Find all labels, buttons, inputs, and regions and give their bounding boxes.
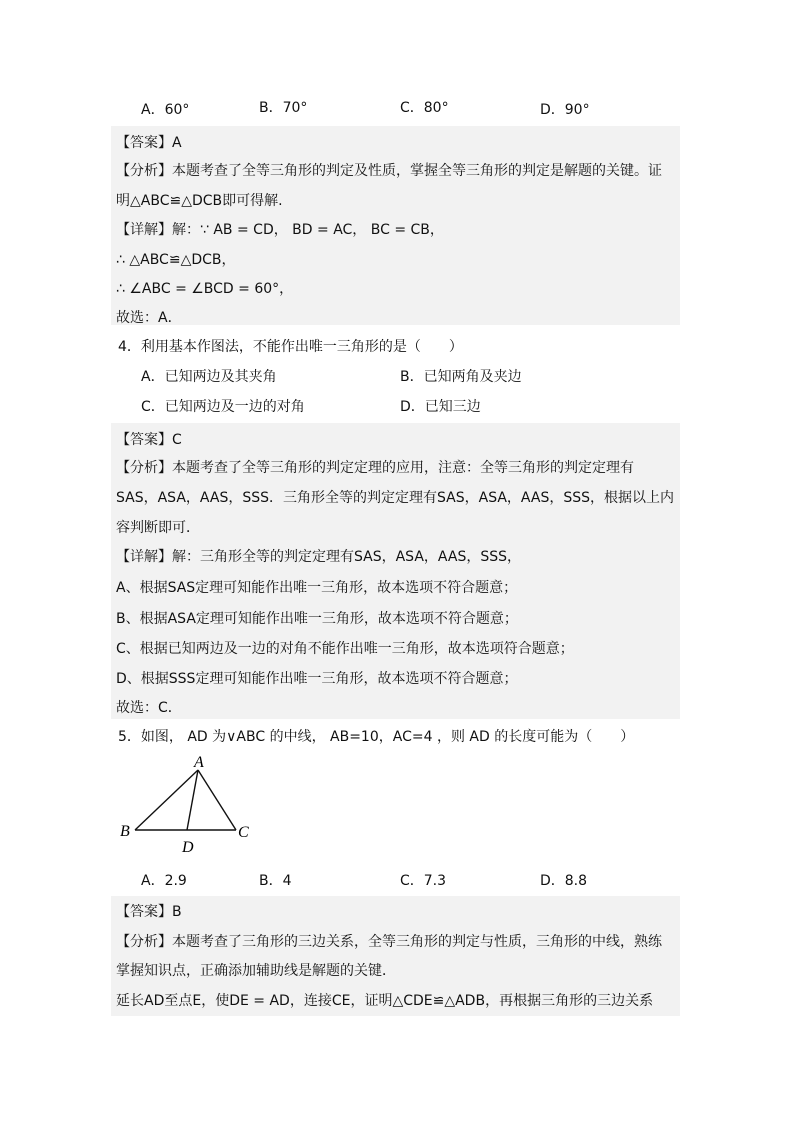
label-b: B [120, 823, 130, 840]
q4-choose: 故选：C． [116, 700, 182, 716]
q5-option-b: B．4 [259, 873, 292, 889]
q5-option-a: A．2.9 [141, 873, 187, 889]
q4-answer: 【答案】C [116, 432, 182, 448]
q3-option-a: A．60° [141, 102, 190, 118]
q4-line-b: B、根据ASA定理可知能作出唯一三角形，故本选项不符合题意； [116, 611, 518, 627]
q5-option-c: C．7.3 [400, 873, 447, 889]
q5-extend-line: 延长AD至点E，使DE = AD，连接CE，证明△CDE≌△ADB，再根据三角形的三边关系 [116, 993, 654, 1009]
triangle-figure [110, 752, 270, 857]
q4-line-c: C、根据已知两边及一边的对角不能作出唯一三角形，故本选项符合题意； [116, 641, 574, 657]
q5-stem: 5．如图， AD 为∨ABC 的中线， AB=10，AC=4 ，则 AD 的长度可能为（ ） [118, 729, 635, 745]
q3-detail-line1: 【详解】解：∵ AB = CD， BD = AC， BC = CB， [116, 222, 444, 238]
q3-analysis-line2: 明△ABC≌△DCB即可得解. [116, 193, 283, 209]
q4-detail-line1: 【详解】解：三角形全等的判定定理有SAS，ASA，AAS，SSS， [116, 549, 522, 565]
q4-option-a: A．已知两边及其夹角 [141, 369, 277, 385]
q4-line-a: A、根据SAS定理可知能作出唯一三角形，故本选项不符合题意； [116, 580, 518, 596]
q3-analysis-line1: 【分析】本题考查了全等三角形的判定及性质，掌握全等三角形的判定是解题的关键。证 [116, 163, 662, 179]
q3-choose: 故选：A． [116, 310, 182, 326]
label-d: D [182, 839, 194, 856]
q4-option-d: D．已知三边 [400, 399, 481, 415]
q4-line-d: D、根据SSS定理可知能作出唯一三角形，故本选项不符合题意； [116, 671, 518, 687]
q3-option-b: B．70° [259, 100, 308, 116]
q5-analysis-line2: 掌握知识点，正确添加辅助线是解题的关键． [116, 963, 396, 979]
q4-analysis-line2: SAS，ASA，AAS，SSS．三角形全等的判定定理有SAS，ASA，AAS，SSS，根据以上内 [116, 490, 675, 506]
label-a: A [194, 754, 204, 771]
q4-stem: 4．利用基本作图法，不能作出唯一三角形的是（ ） [118, 339, 463, 355]
q5-analysis-line1: 【分析】本题考查了三角形的三边关系，全等三角形的判定与性质，三角形的中线，熟练 [116, 934, 662, 950]
q3-option-c: C．80° [400, 100, 449, 116]
q5-answer: 【答案】B [116, 904, 182, 920]
q5-option-d: D．8.8 [540, 873, 588, 889]
q4-analysis-line1: 【分析】本题考查了全等三角形的判定定理的应用，注意：全等三角形的判定定理有 [116, 460, 634, 476]
q3-answer: 【答案】A [116, 135, 182, 151]
side-ac [198, 770, 236, 830]
q3-detail-line3: ∴ ∠ABC = ∠BCD = 60°， [116, 281, 294, 297]
label-c: C [238, 824, 249, 841]
q4-option-b: B．已知两角及夹边 [400, 369, 522, 385]
q4-option-c: C．已知两边及一边的对角 [141, 399, 305, 415]
q4-analysis-line3: 容判断即可． [116, 520, 200, 536]
q3-option-d: D．90° [540, 102, 590, 118]
q3-detail-line2: ∴ △ABC≌△DCB， [116, 252, 236, 268]
